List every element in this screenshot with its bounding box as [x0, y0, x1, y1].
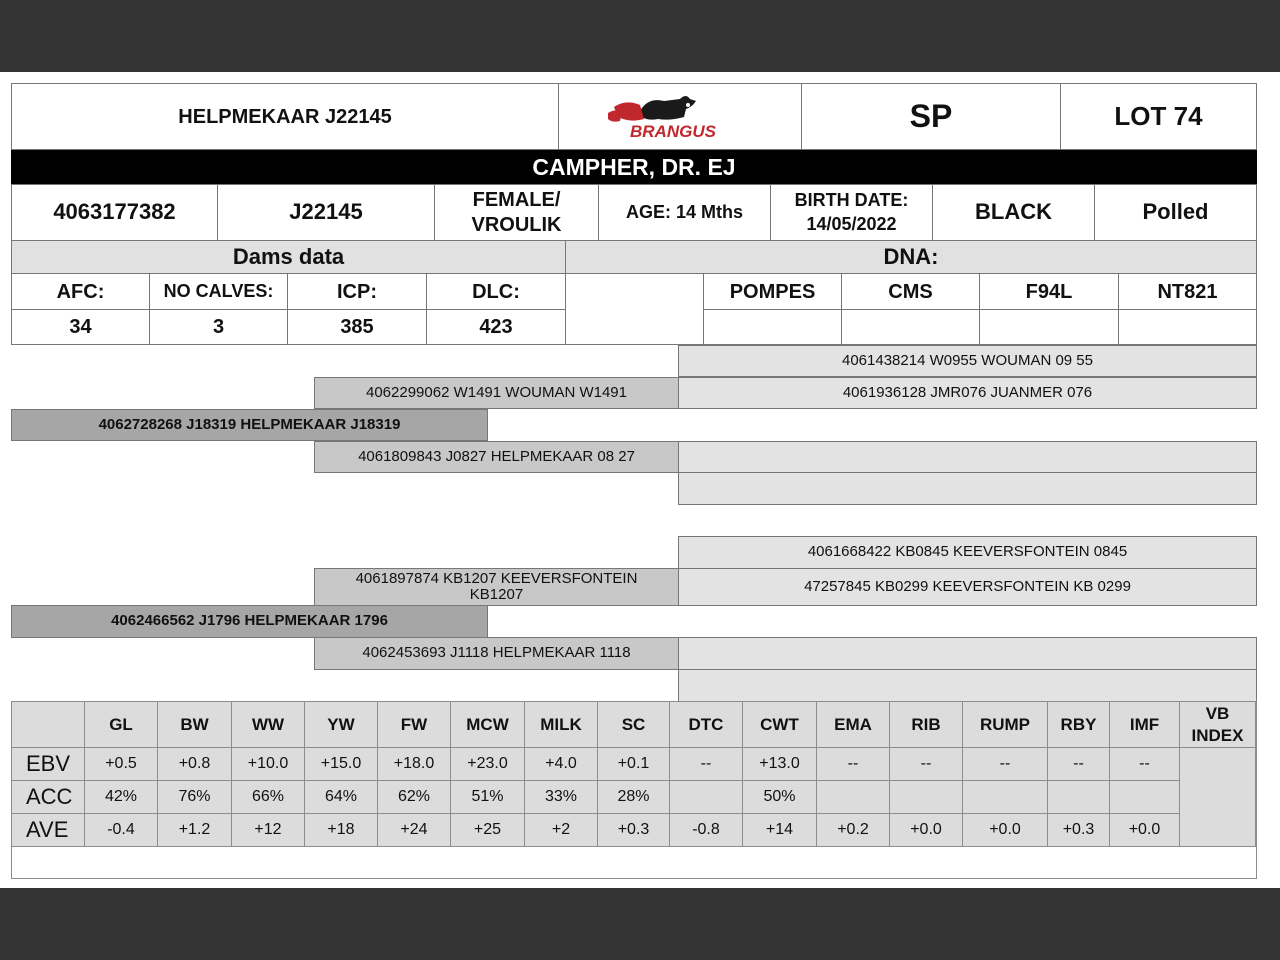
ebv-header-ema: EMA — [817, 702, 890, 748]
dams-label-afc: AFC: — [11, 273, 150, 310]
animal-sex: FEMALE/ VROULIK — [434, 184, 599, 241]
dna-value-pompes — [703, 309, 842, 345]
dna-label-cms: CMS — [841, 273, 980, 310]
ebv-value-ebv-rby: -- — [1048, 748, 1110, 781]
ebv-header-yw: YW — [305, 702, 378, 748]
ebv-header-vb: VB INDEX — [1180, 702, 1256, 748]
ebv-value-acc-fw: 62% — [378, 781, 451, 814]
ebv-value-ebv-ema: -- — [817, 748, 890, 781]
dna-blank-cell — [565, 273, 704, 345]
ebv-value-ebv-milk: +4.0 — [525, 748, 598, 781]
ebv-vb-index-value — [1180, 748, 1256, 847]
dna-label-pompes: POMPES — [703, 273, 842, 310]
pedigree-dam-dam-dam — [678, 669, 1257, 702]
pedigree-sire-dam-sire — [678, 441, 1257, 473]
ebv-header-rib: RIB — [890, 702, 963, 748]
ebv-value-ave-cwt: +14 — [743, 814, 817, 847]
ebv-header-imf: IMF — [1110, 702, 1180, 748]
ebv-value-acc-rby — [1048, 781, 1110, 814]
grade-label: SP — [801, 83, 1061, 150]
ebv-value-acc-dtc — [670, 781, 743, 814]
ebv-value-acc-milk: 33% — [525, 781, 598, 814]
breeder-bar: CAMPHER, DR. EJ — [11, 150, 1257, 184]
ebv-value-ave-dtc: -0.8 — [670, 814, 743, 847]
ebv-value-acc-rump — [963, 781, 1048, 814]
ebv-value-ebv-mcw: +23.0 — [451, 748, 525, 781]
ebv-value-ebv-rump: -- — [963, 748, 1048, 781]
animal-horn-status: Polled — [1094, 184, 1257, 241]
dams-value-icp: 385 — [287, 309, 427, 345]
ebv-value-ave-mcw: +25 — [451, 814, 525, 847]
ebv-table — [11, 701, 1257, 879]
ebv-value-acc-cwt: 50% — [743, 781, 817, 814]
ebv-value-acc-rib — [890, 781, 963, 814]
ebv-value-acc-yw: 64% — [305, 781, 378, 814]
pedigree-dam-dam: 4062453693 J1118 HELPMEKAAR 1118 — [314, 637, 679, 670]
ebv-header-cwt: CWT — [743, 702, 817, 748]
dna-title: DNA: — [565, 240, 1257, 274]
animal-birth-date: BIRTH DATE: 14/05/2022 — [770, 184, 933, 241]
bottom-band — [0, 888, 1280, 960]
ebv-header-rump: RUMP — [963, 702, 1048, 748]
dna-value-nt821 — [1118, 309, 1257, 345]
dams-value-no-calves: 3 — [149, 309, 288, 345]
ebv-row-label-ave: AVE — [12, 814, 85, 847]
ebv-header-rby: RBY — [1048, 702, 1110, 748]
animal-tag: J22145 — [217, 184, 435, 241]
pedigree-sire-sire: 4062299062 W1491 WOUMAN W1491 — [314, 377, 679, 409]
dna-label-nt821: NT821 — [1118, 273, 1257, 310]
dams-label-icp: ICP: — [287, 273, 427, 310]
pedigree-sire-sire-dam: 4061936128 JMR076 JUANMER 076 — [678, 377, 1257, 409]
ebv-value-ebv-gl: +0.5 — [85, 748, 158, 781]
ebv-value-ave-rib: +0.0 — [890, 814, 963, 847]
ebv-value-ave-milk: +2 — [525, 814, 598, 847]
ebv-corner-cell — [12, 702, 85, 748]
ebv-row-label-acc: ACC — [12, 781, 85, 814]
animal-colour: BLACK — [932, 184, 1095, 241]
dna-value-f94l — [979, 309, 1119, 345]
pedigree-dam-sire-sire: 4061668422 KB0845 KEEVERSFONTEIN 0845 — [678, 536, 1257, 569]
brangus-logo — [558, 83, 802, 150]
ebv-value-ebv-fw: +18.0 — [378, 748, 451, 781]
ebv-value-acc-sc: 28% — [598, 781, 670, 814]
ebv-value-acc-ww: 66% — [232, 781, 305, 814]
ebv-header-bw: BW — [158, 702, 232, 748]
ebv-header-ww: WW — [232, 702, 305, 748]
ebv-value-acc-ema — [817, 781, 890, 814]
ebv-value-ave-ema: +0.2 — [817, 814, 890, 847]
pedigree-dam: 4062466562 J1796 HELPMEKAAR 1796 — [11, 605, 488, 638]
ebv-value-ebv-imf: -- — [1110, 748, 1180, 781]
dna-label-f94l: F94L — [979, 273, 1119, 310]
ebv-value-ave-gl: -0.4 — [85, 814, 158, 847]
svg-text:BRANGUS: BRANGUS — [630, 121, 716, 141]
ebv-header-sc: SC — [598, 702, 670, 748]
ebv-row-label-ebv: EBV — [12, 748, 85, 781]
animal-name: HELPMEKAAR J22145 — [11, 83, 559, 150]
ebv-value-acc-bw: 76% — [158, 781, 232, 814]
ebv-value-ave-bw: +1.2 — [158, 814, 232, 847]
ebv-value-ebv-bw: +0.8 — [158, 748, 232, 781]
ebv-value-ave-ww: +12 — [232, 814, 305, 847]
ebv-value-ave-imf: +0.0 — [1110, 814, 1180, 847]
pedigree-sire-sire-sire: 4061438214 W0955 WOUMAN 09 55 — [678, 345, 1257, 377]
dams-value-dlc: 423 — [426, 309, 566, 345]
ebv-value-ebv-yw: +15.0 — [305, 748, 378, 781]
lot-number: LOT 74 — [1060, 83, 1257, 150]
ebv-value-ave-fw: +24 — [378, 814, 451, 847]
ebv-value-acc-gl: 42% — [85, 781, 158, 814]
top-band — [0, 0, 1280, 72]
ebv-value-ebv-dtc: -- — [670, 748, 743, 781]
pedigree-dam-sire-dam: 47257845 KB0299 KEEVERSFONTEIN KB 0299 — [678, 568, 1257, 606]
pedigree-dam-dam-sire — [678, 637, 1257, 670]
ebv-value-ebv-cwt: +13.0 — [743, 748, 817, 781]
dams-label-dlc: DLC: — [426, 273, 566, 310]
ebv-header-fw: FW — [378, 702, 451, 748]
ebv-header-mcw: MCW — [451, 702, 525, 748]
pedigree-sire-dam: 4061809843 J0827 HELPMEKAAR 08 27 — [314, 441, 679, 473]
ebv-grid — [12, 702, 1256, 847]
ebv-value-acc-mcw: 51% — [451, 781, 525, 814]
animal-age: AGE: 14 Mths — [598, 184, 771, 241]
ebv-value-ebv-sc: +0.1 — [598, 748, 670, 781]
ebv-value-acc-imf — [1110, 781, 1180, 814]
ebv-header-dtc: DTC — [670, 702, 743, 748]
pedigree-dam-sire: 4061897874 KB1207 KEEVERSFONTEIN KB1207 — [314, 568, 679, 606]
ebv-value-ave-yw: +18 — [305, 814, 378, 847]
ebv-value-ave-rump: +0.0 — [963, 814, 1048, 847]
pedigree-sire-dam-dam — [678, 472, 1257, 505]
dna-value-cms — [841, 309, 980, 345]
ebv-value-ebv-rib: -- — [890, 748, 963, 781]
dams-label-no-calves: NO CALVES: — [149, 273, 288, 310]
ebv-header-gl: GL — [85, 702, 158, 748]
ebv-value-ebv-ww: +10.0 — [232, 748, 305, 781]
animal-id-number: 4063177382 — [11, 184, 218, 241]
dams-value-afc: 34 — [11, 309, 150, 345]
dams-data-title: Dams data — [11, 240, 566, 274]
pedigree-sire: 4062728268 J18319 HELPMEKAAR J18319 — [11, 409, 488, 441]
ebv-header-milk: MILK — [525, 702, 598, 748]
brangus-logo-icon — [600, 91, 760, 143]
ebv-value-ave-sc: +0.3 — [598, 814, 670, 847]
ebv-value-ave-rby: +0.3 — [1048, 814, 1110, 847]
